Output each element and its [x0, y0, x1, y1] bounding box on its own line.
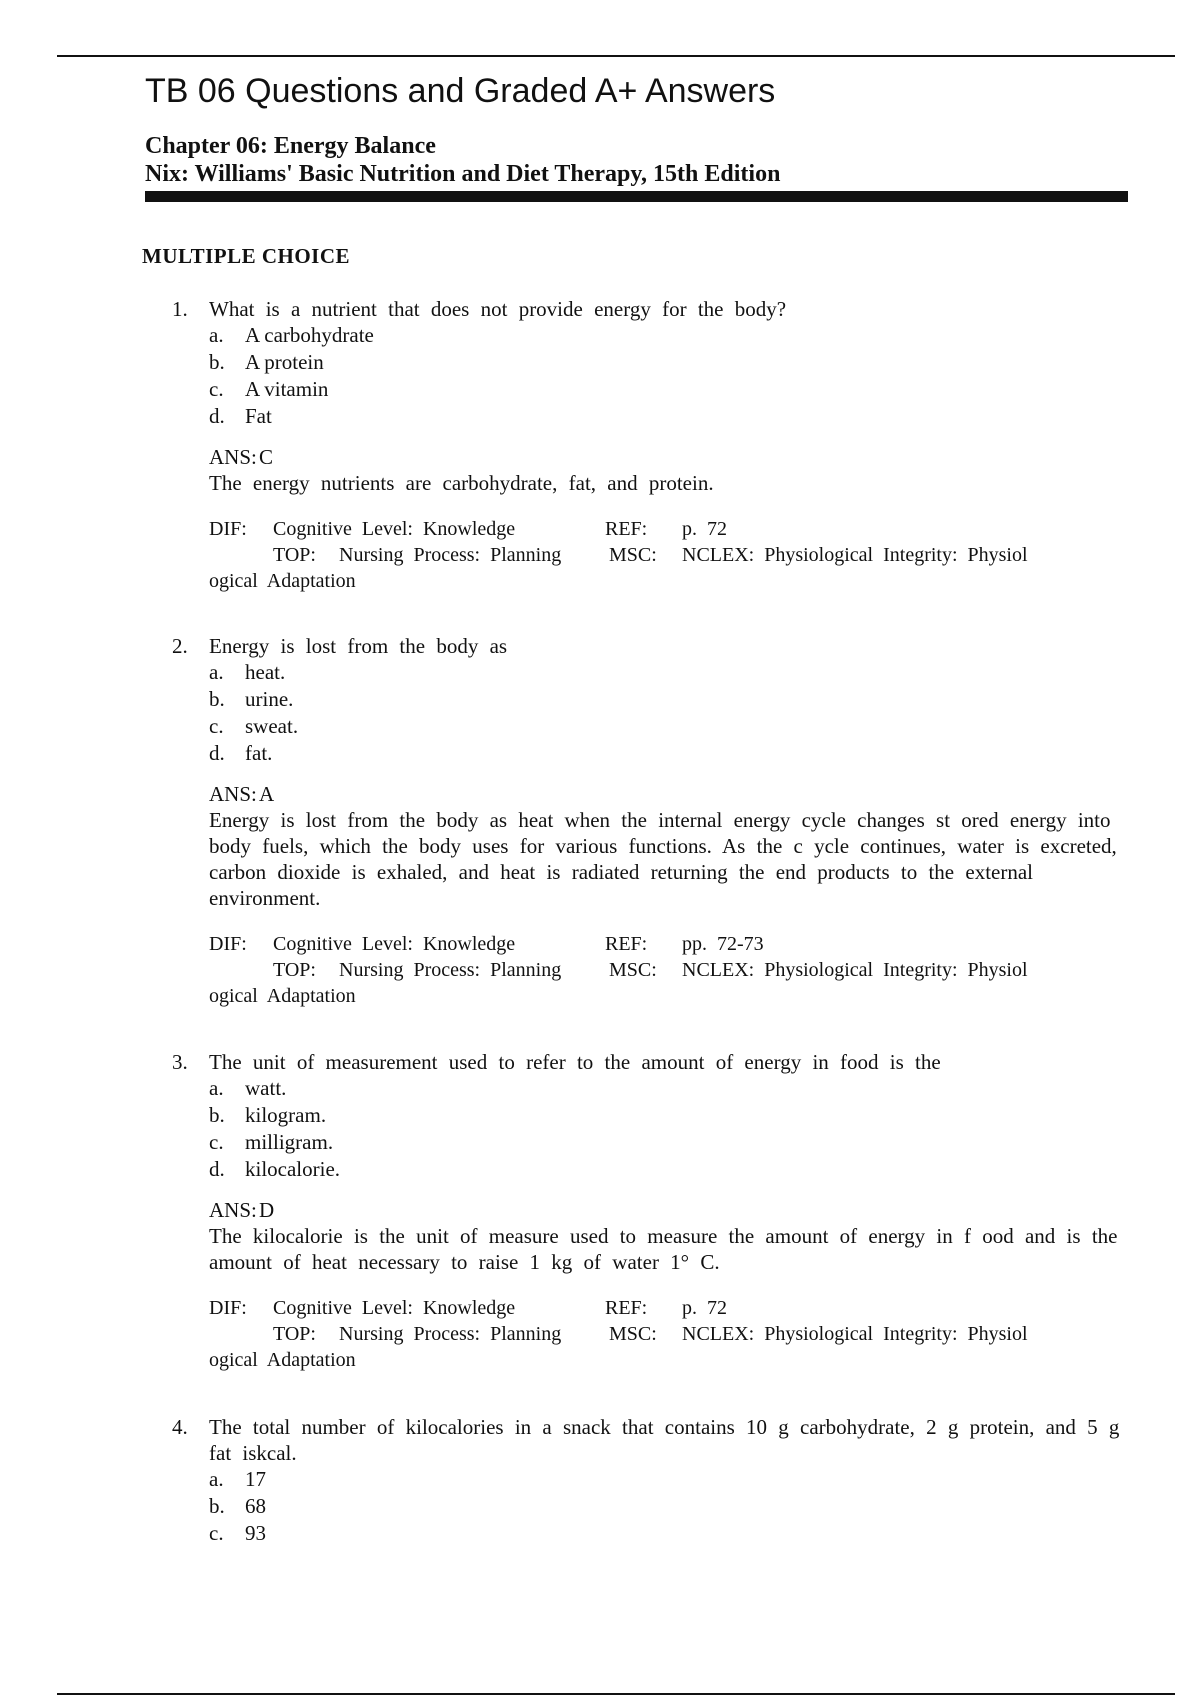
- question-text: Energy is lost from the body as: [209, 634, 508, 658]
- question-stem: [172, 1414, 1132, 1466]
- choice-text: 17: [245, 1467, 266, 1491]
- question-number: 3.: [172, 1050, 188, 1074]
- question-metadata: [172, 1297, 1132, 1375]
- choice-text: 93: [245, 1521, 266, 1545]
- rationale: The energy nutrients are carbohydrate, fat, and protein.: [209, 471, 714, 495]
- book-heading: Nix: Williams' Basic Nutrition and Diet Therapy, 15th Edition: [145, 161, 781, 187]
- answer-line: [172, 1197, 1132, 1223]
- rationale: Energy is lost from the body as heat when the internal energy cycle changes st ored energy into body fuels, which the body uses for various functions. As the c ycle continues, water is excreted, carbon dioxide is exhaled, and heat is radiated returning the end products to the external environment.: [209, 808, 1117, 910]
- ref-label: REF:: [605, 1297, 648, 1319]
- choice-text: milligram.: [245, 1130, 334, 1154]
- msc-continuation: ogical Adaptation: [209, 985, 356, 1007]
- question-text: The unit of measurement used to refer to the amount of energy in food is the: [209, 1050, 941, 1074]
- choice-d: [172, 1156, 1132, 1183]
- question-4: [172, 1414, 1132, 1547]
- choice-letter: a.: [209, 660, 224, 684]
- choice-letter: c.: [209, 1521, 224, 1545]
- top-label: TOP:: [273, 959, 316, 981]
- question-3: [172, 1049, 1132, 1375]
- question-number: 4.: [172, 1415, 188, 1439]
- bottom-rule: [57, 1693, 1175, 1695]
- answer-line: [172, 781, 1132, 807]
- question-text: The total number of kilocalories in a snack that contains 10 g carbohydrate, 2 g protein, and 5 g fat iskcal.: [209, 1415, 1120, 1465]
- choice-letter: d.: [209, 1157, 225, 1181]
- choice-b: [172, 686, 1132, 713]
- answer-value: A: [259, 782, 275, 806]
- msc-continuation: ogical Adaptation: [209, 570, 356, 592]
- choice-c: [172, 376, 1132, 403]
- top-value: Nursing Process: Planning: [339, 544, 562, 566]
- dif-label: DIF:: [209, 933, 247, 955]
- choice-text: A vitamin: [245, 377, 329, 401]
- question-stem: [172, 296, 1132, 322]
- header-divider: [145, 191, 1128, 202]
- msc-label: MSC:: [609, 544, 657, 566]
- choice-letter: b.: [209, 1103, 225, 1127]
- dif-value: Cognitive Level: Knowledge: [273, 518, 516, 540]
- answer-label: ANS:: [209, 782, 257, 806]
- choice-letter: c.: [209, 1130, 224, 1154]
- answer-value: C: [259, 445, 274, 469]
- choice-letter: a.: [209, 323, 224, 347]
- choice-text: kilocalorie.: [245, 1157, 341, 1181]
- choice-a: [172, 322, 1132, 349]
- top-label: TOP:: [273, 544, 316, 566]
- ref-label: REF:: [605, 933, 648, 955]
- question-1: [172, 296, 1132, 596]
- choice-letter: b.: [209, 687, 225, 711]
- choice-b: [172, 1102, 1132, 1129]
- msc-label: MSC:: [609, 1323, 657, 1345]
- top-rule: [57, 55, 1175, 57]
- msc-value: NCLEX: Physiological Integrity: Physiol: [682, 1323, 1028, 1345]
- choice-a: [172, 659, 1132, 686]
- choice-a: [172, 1466, 1132, 1493]
- question-stem: [172, 633, 1132, 659]
- choice-text: heat.: [245, 660, 286, 684]
- msc-value: NCLEX: Physiological Integrity: Physiol: [682, 959, 1028, 981]
- answer-line: [172, 444, 1132, 470]
- choice-text: watt.: [245, 1076, 287, 1100]
- question-metadata: [172, 933, 1132, 1011]
- ref-value: p. 72: [682, 518, 727, 540]
- dif-value: Cognitive Level: Knowledge: [273, 1297, 516, 1319]
- ref-value: pp. 72-73: [682, 933, 764, 955]
- choice-letter: c.: [209, 714, 224, 738]
- dif-label: DIF:: [209, 518, 247, 540]
- dif-value: Cognitive Level: Knowledge: [273, 933, 516, 955]
- choice-text: Fat: [245, 404, 272, 428]
- question-number: 1.: [172, 297, 188, 321]
- choice-letter: b.: [209, 350, 225, 374]
- top-value: Nursing Process: Planning: [339, 959, 562, 981]
- choice-text: sweat.: [245, 714, 299, 738]
- answer-value: D: [259, 1198, 275, 1222]
- msc-continuation: ogical Adaptation: [209, 1349, 356, 1371]
- choice-b: [172, 349, 1132, 376]
- choice-letter: b.: [209, 1494, 225, 1518]
- question-text: What is a nutrient that does not provide energy for the body?: [209, 297, 787, 321]
- document-title: TB 06 Questions and Graded A+ Answers: [145, 72, 776, 110]
- ref-label: REF:: [605, 518, 648, 540]
- choice-b: [172, 1493, 1132, 1520]
- dif-label: DIF:: [209, 1297, 247, 1319]
- msc-label: MSC:: [609, 959, 657, 981]
- choice-c: [172, 713, 1132, 740]
- choice-a: [172, 1075, 1132, 1102]
- rationale: The kilocalorie is the unit of measure used to measure the amount of energy in f ood and is the amount of heat necessary to raise 1 kg of water 1° C.: [209, 1224, 1118, 1274]
- ref-value: p. 72: [682, 1297, 727, 1319]
- choice-letter: a.: [209, 1467, 224, 1491]
- section-heading: MULTIPLE CHOICE: [142, 244, 351, 268]
- choice-d: [172, 403, 1132, 430]
- choice-text: fat.: [245, 741, 273, 765]
- top-label: TOP:: [273, 1323, 316, 1345]
- choice-c: [172, 1129, 1132, 1156]
- msc-value: NCLEX: Physiological Integrity: Physiol: [682, 544, 1028, 566]
- choice-d: [172, 740, 1132, 767]
- choice-text: kilogram.: [245, 1103, 327, 1127]
- chapter-heading: Chapter 06: Energy Balance: [145, 133, 436, 159]
- choice-letter: a.: [209, 1076, 224, 1100]
- choice-text: A protein: [245, 350, 324, 374]
- choice-text: A carbohydrate: [245, 323, 374, 347]
- question-2: [172, 633, 1132, 1011]
- choice-text: urine.: [245, 687, 294, 711]
- question-metadata: [172, 518, 1132, 596]
- question-stem: [172, 1049, 1132, 1075]
- choice-text: 68: [245, 1494, 266, 1518]
- choice-c: [172, 1520, 1132, 1547]
- answer-label: ANS:: [209, 445, 257, 469]
- choice-letter: d.: [209, 404, 225, 428]
- top-value: Nursing Process: Planning: [339, 1323, 562, 1345]
- choice-letter: d.: [209, 741, 225, 765]
- question-number: 2.: [172, 634, 188, 658]
- answer-label: ANS:: [209, 1198, 257, 1222]
- choice-letter: c.: [209, 377, 224, 401]
